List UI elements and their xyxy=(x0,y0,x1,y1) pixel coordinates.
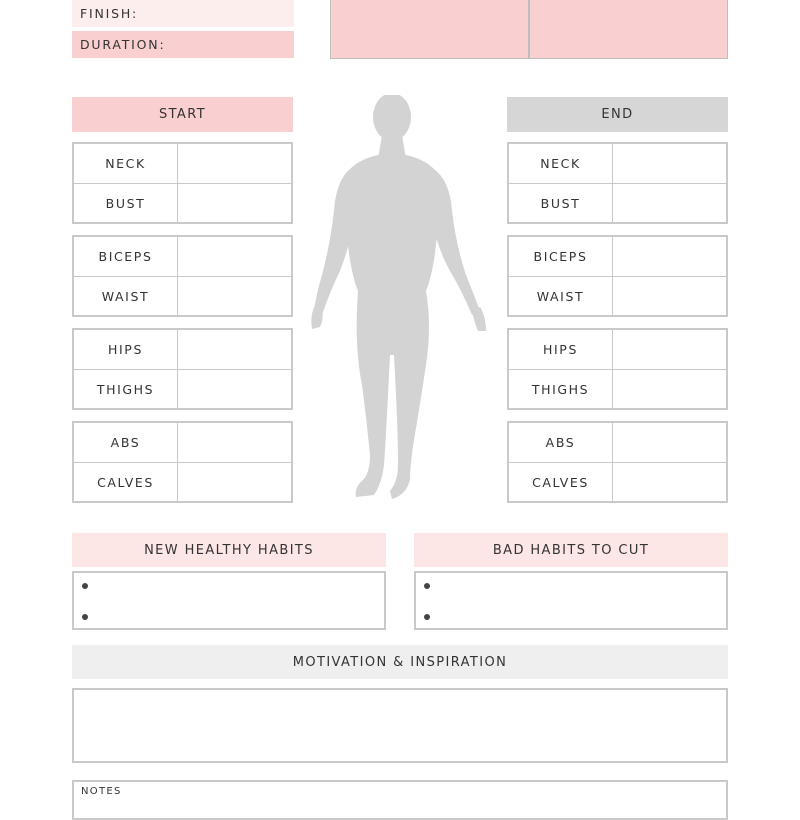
measure-label: CALVES xyxy=(74,463,178,502)
measure-row[interactable] xyxy=(74,462,291,502)
finish-field[interactable] xyxy=(72,0,294,27)
start-group-1 xyxy=(72,142,293,224)
measure-row[interactable] xyxy=(509,183,726,223)
measure-row[interactable] xyxy=(509,144,726,183)
motivation-box[interactable] xyxy=(72,688,728,763)
measure-row[interactable] xyxy=(509,462,726,502)
bullet-point xyxy=(82,614,88,620)
top-right-divider xyxy=(528,0,530,58)
start-group-3 xyxy=(72,328,293,410)
measure-label: BICEPS xyxy=(74,237,178,276)
measure-label: NECK xyxy=(74,144,178,183)
measure-label: THIGHS xyxy=(74,370,178,409)
start-group-4 xyxy=(72,421,293,503)
measure-label: ABS xyxy=(509,423,613,462)
measure-label: HIPS xyxy=(509,330,613,369)
end-group-1 xyxy=(507,142,728,224)
start-title: START xyxy=(158,107,207,122)
bad-habits-title: BAD HABITS TO CUT xyxy=(492,542,650,558)
measure-label: CALVES xyxy=(509,463,613,502)
duration-label: DURATION: xyxy=(80,37,166,52)
duration-field[interactable] xyxy=(72,31,294,58)
measure-row[interactable] xyxy=(74,183,291,223)
measure-row[interactable] xyxy=(509,369,726,409)
notes-box[interactable] xyxy=(72,780,728,820)
measure-label: THIGHS xyxy=(509,370,613,409)
measure-row[interactable] xyxy=(74,330,291,369)
start-band xyxy=(72,97,293,132)
top-right-box[interactable] xyxy=(330,0,728,59)
motivation-title: MOTIVATION & INSPIRATION xyxy=(292,654,508,670)
new-habits-box[interactable] xyxy=(72,571,386,630)
measure-row[interactable] xyxy=(74,369,291,409)
end-band xyxy=(507,97,728,132)
bullet-point xyxy=(424,614,430,620)
measure-label: HIPS xyxy=(74,330,178,369)
measure-row[interactable] xyxy=(74,144,291,183)
measure-row[interactable] xyxy=(509,330,726,369)
new-habits-band xyxy=(72,533,386,567)
start-group-2 xyxy=(72,235,293,317)
measure-label: BUST xyxy=(74,184,178,223)
end-title: END xyxy=(601,107,634,122)
measure-label: WAIST xyxy=(509,277,613,316)
measure-label: NECK xyxy=(509,144,613,183)
notes-label: NOTES xyxy=(81,786,122,797)
end-group-3 xyxy=(507,328,728,410)
measure-label: ABS xyxy=(74,423,178,462)
bad-habits-box[interactable] xyxy=(414,571,728,630)
bullet-point xyxy=(424,583,430,589)
new-habits-title: NEW HEALTHY HABITS xyxy=(144,542,314,558)
end-group-2 xyxy=(507,235,728,317)
measure-row[interactable] xyxy=(509,237,726,276)
finish-label: FINISH: xyxy=(80,6,139,21)
bad-habits-band xyxy=(414,533,728,567)
measure-label: BICEPS xyxy=(509,237,613,276)
human-body-silhouette-icon xyxy=(300,95,500,505)
measure-row[interactable] xyxy=(74,423,291,462)
measure-label: WAIST xyxy=(74,277,178,316)
measure-row[interactable] xyxy=(509,423,726,462)
measure-label: BUST xyxy=(509,184,613,223)
bullet-point xyxy=(82,583,88,589)
motivation-band xyxy=(72,645,728,679)
end-group-4 xyxy=(507,421,728,503)
measure-row[interactable] xyxy=(509,276,726,316)
measure-row[interactable] xyxy=(74,237,291,276)
measure-row[interactable] xyxy=(74,276,291,316)
